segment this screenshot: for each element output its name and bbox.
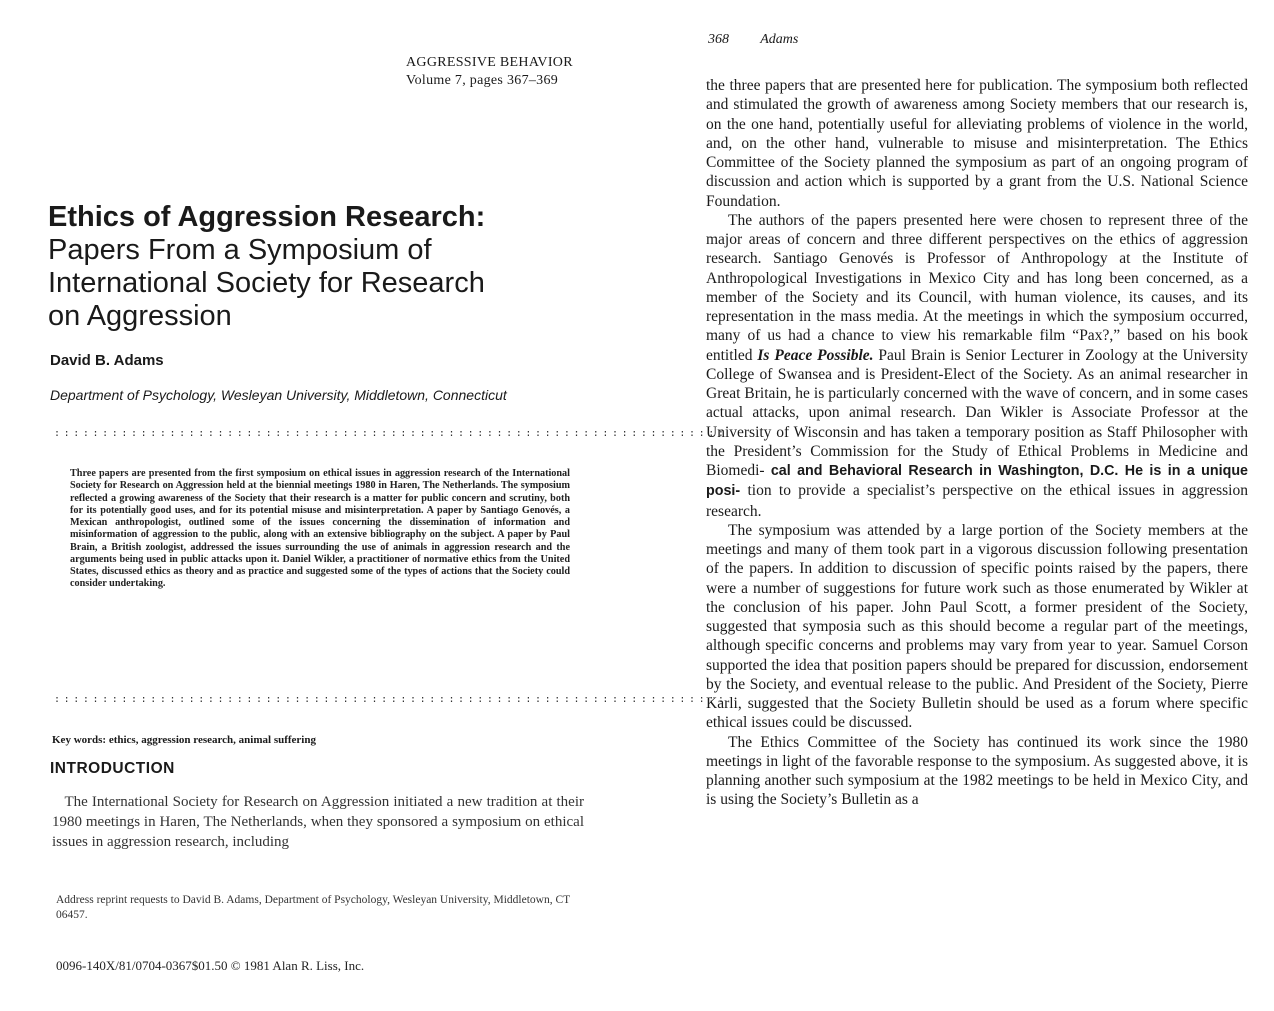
abstract: Three papers are presented from the first symposium on ethical issues in aggression research of the International Society for Research on Aggression held at the biennial meetings 1980 in Haren, The Netherlands. The symposium reflected a growing awareness of the Society that their research is a matter for public concern and scrutiny, both for its potentially good uses, and for its potential misuse and misinterpretation. A paper by Santiago Genovés, a Mexican anthropologist, outlined some of the issues concerning the dissemination of information and misinformation of aggression to the public, along with an extensive bibliography on the subject. A paper by Paul Brain, a British zoologist, addressed the issues surrounding the use of animals in aggression research and the arguments being used in public attacks upon it. Daniel Wikler, a practitioner of normative ethics from the United States, discussed ethics as theory and as practice and suggested some of the types of actions that the Society could consider undertaking. — [70, 468, 570, 590]
author-affiliation: Department of Psychology, Wesleyan University, Middletown, Connecticut — [50, 387, 507, 403]
keywords: Key words: ethics, aggression research, animal suffering — [52, 734, 316, 746]
title-main: Ethics of Aggression Research: — [48, 201, 486, 233]
journal-name: AGGRESSIVE BEHAVIOR — [406, 55, 573, 70]
title-sub-line-3: on Aggression — [48, 300, 232, 332]
title-sub-line-2: International Society for Research — [48, 267, 485, 299]
journal-volume: Volume 7, pages 367–369 — [406, 73, 559, 88]
running-author: Adams — [760, 32, 799, 47]
paragraph-1: the three papers that are presented here for publication. The symposium both reflected and stimulated the growth of awareness among Society members that our research is, on the one hand, potentially useful for alleviating problems of violence in the world, and, on the other hand, vulnerable to misuse and misinterpretation. The Ethics Committee of the Society planned the symposium as part of an ongoing program of discussion and action which is supported by a grant from the U.S. National Science Foundation. — [706, 77, 1248, 210]
reprint-address: Address reprint requests to David B. Adams, Department of Psychology, Wesleyan University, Middletown, CT 06457. — [56, 894, 570, 921]
dotted-rule-bottom: :::::::::::::::::::::::::::::::::::::::::::::::::::::::::::::::::::::: — [54, 694, 728, 705]
running-head — [708, 32, 826, 48]
paragraph-2: The authors of the papers presented here were chosen to represent three of the major areas of concern and three different perspectives on the ethics of aggression research. Santiago Genovés is Professor of Anthropology at the Institute of Anthropological Investigations in Mexico City and has long been concerned, as a member of the Society and its Council, with human violence, its causes, and its representation in the mass media. At the meetings in which the symposium occurred, many of us had a chance to view his remarkable film “Pax?,” based on his book entitled Is Peace Possible. Paul Brain is Senior Lecturer in Zoology at the University College of Swansea and is President-Elect of the Society. As an animal researcher in Great Britain, he is particularly concerned with the wave of concern, and in some cases actual attacks, upon animal research. Dan Wikler is Associate Professor at the University of Wisconsin and has taken a temporary position as Staff Philosopher with the President’s Commission for the Study of Ethical Problems in Medicine and Biomedi- cal and Behavioral Research in Washington, D.C. He is in a unique posi- tion to provide a specialist’s perspective on the ethical issues in aggression research. — [706, 211, 1248, 520]
section-heading-introduction: INTRODUCTION — [50, 760, 175, 777]
introduction-paragraph: The International Society for Research on Aggression initiated a new tradition at their 1980 meetings in Haren, The Netherlands, when they sponsored a symposium on ethical issues in aggression research, including — [52, 794, 585, 850]
paragraph-3: The symposium was attended by a large portion of the Society members at the meetings and many of them took part in a vigorous discussion following presentation of the papers. In addition to discussion of specific points raised by the papers, there were a number of suggestions for future work such as those enumerated by Wikler at the conclusion of his paper. John Paul Scott, a former president of the Society, suggested that symposia such as this should become a regular part of the meetings, although specific concerns and problems may vary from year to year. Samuel Corson supported the idea that position papers should be prepared for discussion, endorsement by the Society, and eventual release to the public. And President of the Society, Pierre Karli, suggested that the Society Bulletin should be used as a forum where specific ethical issues could be discussed. — [706, 521, 1248, 732]
book-title: Is Peace Possible. — [757, 346, 874, 364]
journal-header — [406, 54, 573, 90]
right-page — [620, 0, 1274, 1011]
article-title — [48, 200, 608, 333]
page-number: 368 — [708, 32, 729, 47]
bold-line: cal and Behavioral Research in Washington, D.C. He is in a unique posi- — [706, 463, 1248, 500]
title-sub-line-1: Papers From a Symposium of — [48, 234, 432, 266]
dotted-rule-top: :::::::::::::::::::::::::::::::::::::::::::::::::::::::::::::::::::::: — [54, 428, 728, 439]
body-text — [706, 76, 1248, 810]
copyright-line: 0096-140X/81/0704-0367$01.50 © 1981 Alan R. Liss, Inc. — [56, 958, 365, 973]
author-name: David B. Adams — [50, 352, 164, 369]
paragraph-4: The Ethics Committee of the Society has continued its work since the 1980 meetings in light of the favorable response to the symposium. As suggested above, it is planning another such symposium at the 1982 meetings to be held in Mexico City, and is using the Society’s Bulletin as a — [706, 733, 1248, 809]
